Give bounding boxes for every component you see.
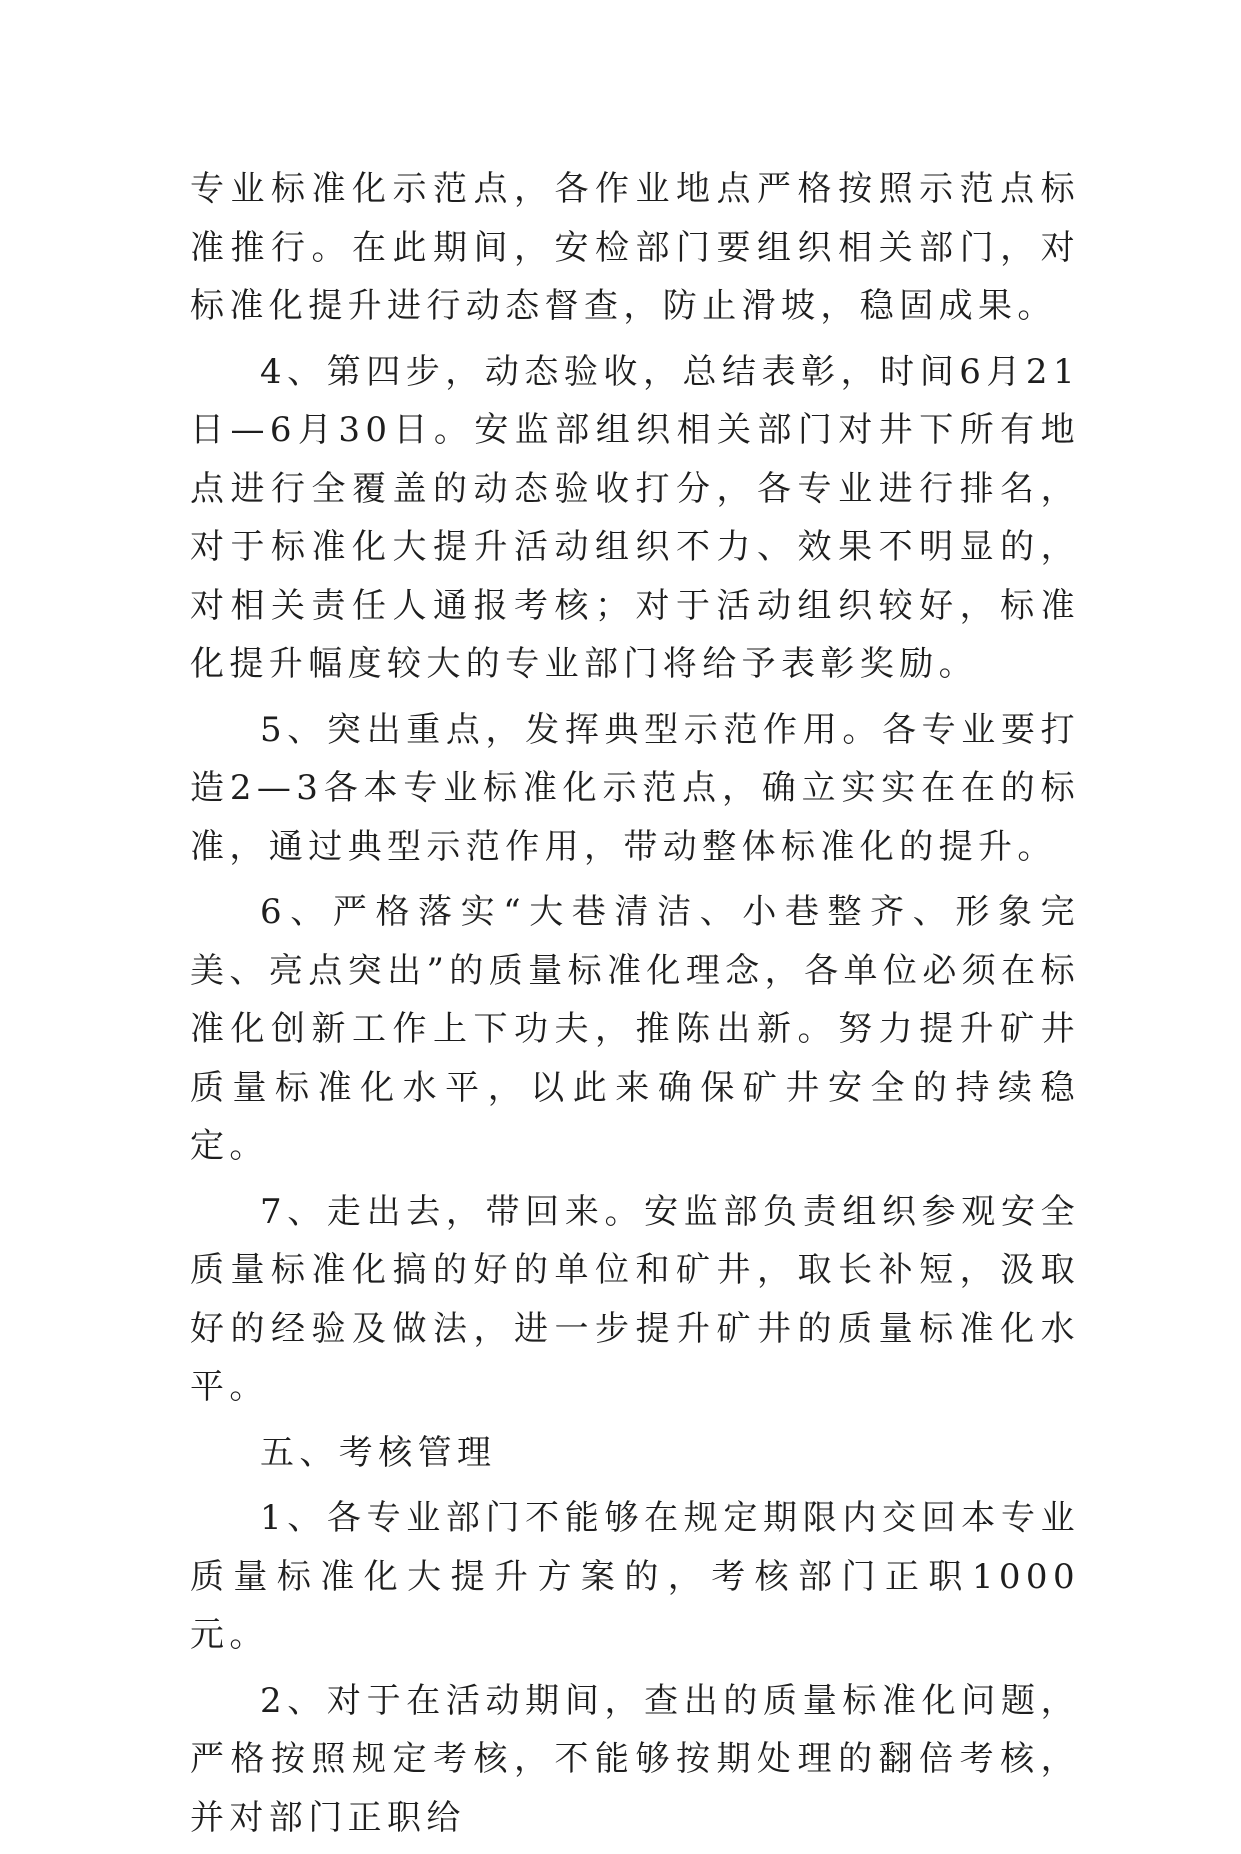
section-heading-assessment: 五、考核管理 (260, 1432, 497, 1473)
paragraph-step-4: 4、第四步，动态验收，总结表彰，时间6月21日—6月30日。安监部组织相关部门对井下所有地点进行全覆盖的动态验收打分，各专业进行排名，对于标准化大提升活动组织不力、效果不明显的，对相关责任人通报考核；对于活动组织较好，标准化提升幅度较大的专业部门将给予表彰奖励。 (190, 351, 1080, 684)
paragraph-item-6: 6、严格落实“大巷清洁、小巷整齐、形象完美、亮点突出”的质量标准化理念，各单位必须在标准化创新工作上下功夫，推陈出新。努力提升矿井质量标准化水平，以此来确保矿井安全的持续稳定。 (190, 892, 1080, 1166)
paragraph-item-5: 5、突出重点，发挥典型示范作用。各专业要打造2—3各本专业标准化示范点，确立实实在在的标准，通过典型示范作用，带动整体标准化的提升。 (190, 709, 1080, 867)
paragraph-continuation: 专业标准化示范点，各作业地点严格按照示范点标准推行。在此期间，安检部门要组织相关部门，对标准化提升进行动态督查，防止滑坡，稳固成果。 (190, 169, 1080, 326)
body-text (190, 160, 1080, 1854)
paragraph-assessment-1: 1、各专业部门不能够在规定期限内交回本专业质量标准化大提升方案的，考核部门正职1000元。 (190, 1498, 1080, 1655)
paragraph-item-7: 7、走出去，带回来。安监部负责组织参观安全质量标准化搞的好的单位和矿井，取长补短，汲取好的经验及做法，进一步提升矿井的质量标准化水平。 (190, 1191, 1080, 1407)
paragraph-assessment-2: 2、对于在活动期间，查出的质量标准化问题，严格按照规定考核，不能够按期处理的翻倍考核，并对部门正职给 (190, 1680, 1080, 1838)
